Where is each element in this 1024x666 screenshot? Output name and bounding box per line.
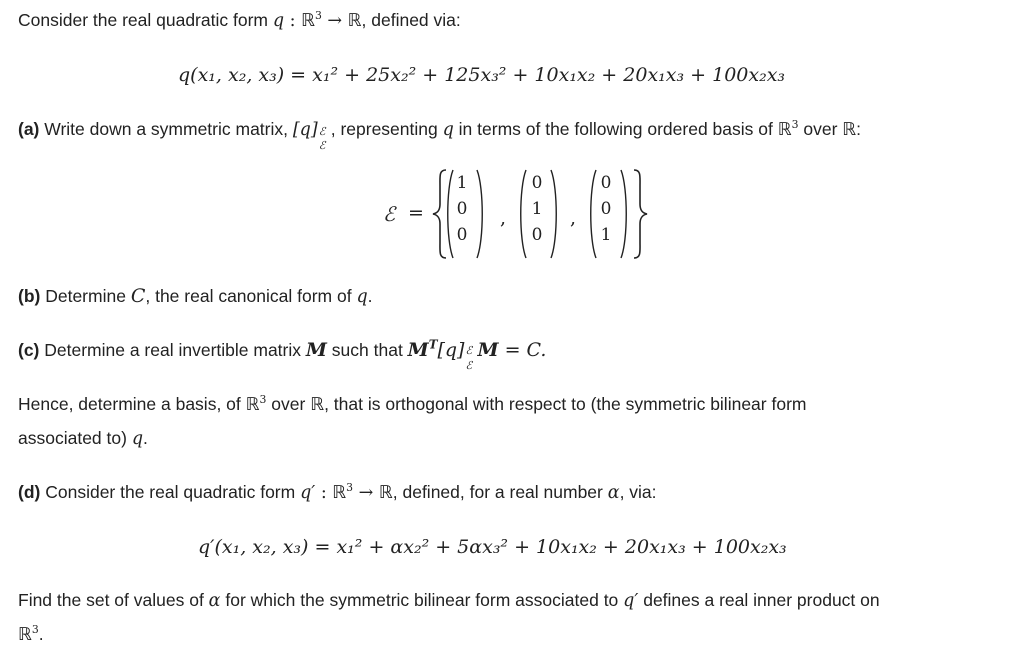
symbol-reals: ℝ [301,11,315,31]
equation-MT: $M^T$ [407,337,438,361]
symbol-q: q [356,287,368,307]
part-d-text-2: , defined, for a real number [392,482,608,502]
part-a-line [18,118,862,152]
exponent-3: 3 [259,393,267,407]
basis-vector-3 [592,173,620,245]
part-a-text: Write down a symmetric matrix, [39,119,293,139]
symbol-reals: ℝ [332,483,347,503]
hence-text-3: associated to) [18,428,132,448]
symbol-q-prime: q′ [623,591,639,611]
final-line-2 [18,624,44,645]
final-end: . [38,624,44,644]
symbol-q-prime: q′ [300,483,316,503]
equals-sign: = [408,202,424,224]
intro-line [18,10,461,31]
hence-line-2 [18,428,148,449]
basis-subscript: ℰ [318,139,326,152]
right-paren-icon [549,168,559,260]
basis-vector-1 [448,173,476,245]
arrow: → [321,11,348,31]
part-a-label: (a) [18,119,40,139]
vector-entry: 1 [456,173,468,193]
vector-entry: 0 [456,225,468,245]
symbol-reals: ℝ [777,120,792,140]
right-paren-icon [619,168,629,260]
symbol-q: q [272,11,285,31]
hence-text-2: , that is orthogonal with respect to (the symmetric bilinear form [324,394,807,414]
hence-end: . [143,428,148,448]
hence-text: Hence, determine a basis, of [18,394,246,414]
colon: : [284,11,302,31]
symbol-C: C [130,285,146,307]
exponent-3: 3 [31,623,39,637]
symbol-reals-2: ℝ [842,120,857,140]
part-b-text-2: , the real canonical form of [145,286,357,306]
symbol-reals-2: ℝ [378,483,393,503]
part-a-end: : [856,119,862,139]
intro-suffix: , defined via: [361,10,461,30]
final-text: Find the set of values of [18,590,209,610]
exponent-3: 3 [791,118,799,132]
symbol-q: q [442,120,454,140]
part-c-line [18,337,547,372]
symbol-reals: ℝ [245,395,260,415]
right-paren-icon [475,168,485,260]
quadratic-form-equation: q(x₁, x₂, x₃) = x₁² + 25x₂² + 125x₃² + 10x₁x₂ + 20x₁x₃ + 100x₂x₃ [178,64,786,86]
intro-prefix: Consider the real quadratic form [18,10,273,30]
part-c-text-2: such that [326,340,408,360]
part-b-text: Determine [40,286,131,306]
exponent-3: 3 [314,9,322,23]
final-text-3: defines a real inner product on [638,590,880,610]
vector-entry: 0 [531,173,543,193]
exponent-3: 3 [346,481,354,495]
symbol-reals: ℝ [18,625,32,645]
basis-superscript: ℰ [465,344,473,357]
vector-entry: 0 [600,173,612,193]
comma: , [570,207,577,229]
part-c-text: Determine a real invertible matrix [39,340,306,360]
part-a-text-3: in terms of the following ordered basis of [453,119,778,139]
basis-symbol: ℰ [383,202,396,226]
symbol-M: M [305,339,327,361]
symbol-reals-2: ℝ [310,395,325,415]
matrix-symbol: [q] [437,339,465,361]
part-d-text: Consider the real quadratic form [40,482,301,502]
right-brace-icon [630,166,650,262]
basis-vector-2 [523,173,551,245]
hence-over: over [266,394,311,414]
part-a-over: over [798,119,843,139]
symbol-q: q [131,429,144,449]
arrow: → [353,483,379,503]
vector-entry: 0 [600,199,612,219]
part-b-line [18,285,373,307]
part-b-end: . [367,286,373,306]
colon: : [315,483,333,503]
part-a-text-2: , representing [330,119,443,139]
vector-entry: 1 [600,225,612,245]
hence-line-1 [18,394,806,415]
basis-superscript: ℰ [318,125,326,138]
part-d-label: (d) [18,482,41,502]
symbol-reals-2: ℝ [347,11,362,31]
symbol-alpha: α [208,591,221,611]
equation-rhs: = C. [498,339,547,361]
part-c-label: (c) [18,340,40,360]
basis-subscript: ℰ [465,359,473,372]
part-b-label: (b) [18,286,41,306]
symbol-alpha: α [607,483,620,503]
comma: , [500,207,507,229]
vector-entry: 1 [531,199,543,219]
final-text-2: for which the symmetric bilinear form associated to [220,590,624,610]
symbol-M-2: M [477,339,499,361]
part-d-text-3: , via: [619,482,657,502]
matrix-symbol: [q] [292,120,318,140]
vector-entry: 0 [531,225,543,245]
part-d-line [18,482,657,503]
final-line-1 [18,590,880,611]
vector-entry: 0 [456,199,468,219]
quadratic-form-prime-equation: q′(x₁, x₂, x₃) = x₁² + αx₂² + 5αx₃² + 10x₁x₂ + 20x₁x₃ + 100x₂x₃ [198,536,787,558]
